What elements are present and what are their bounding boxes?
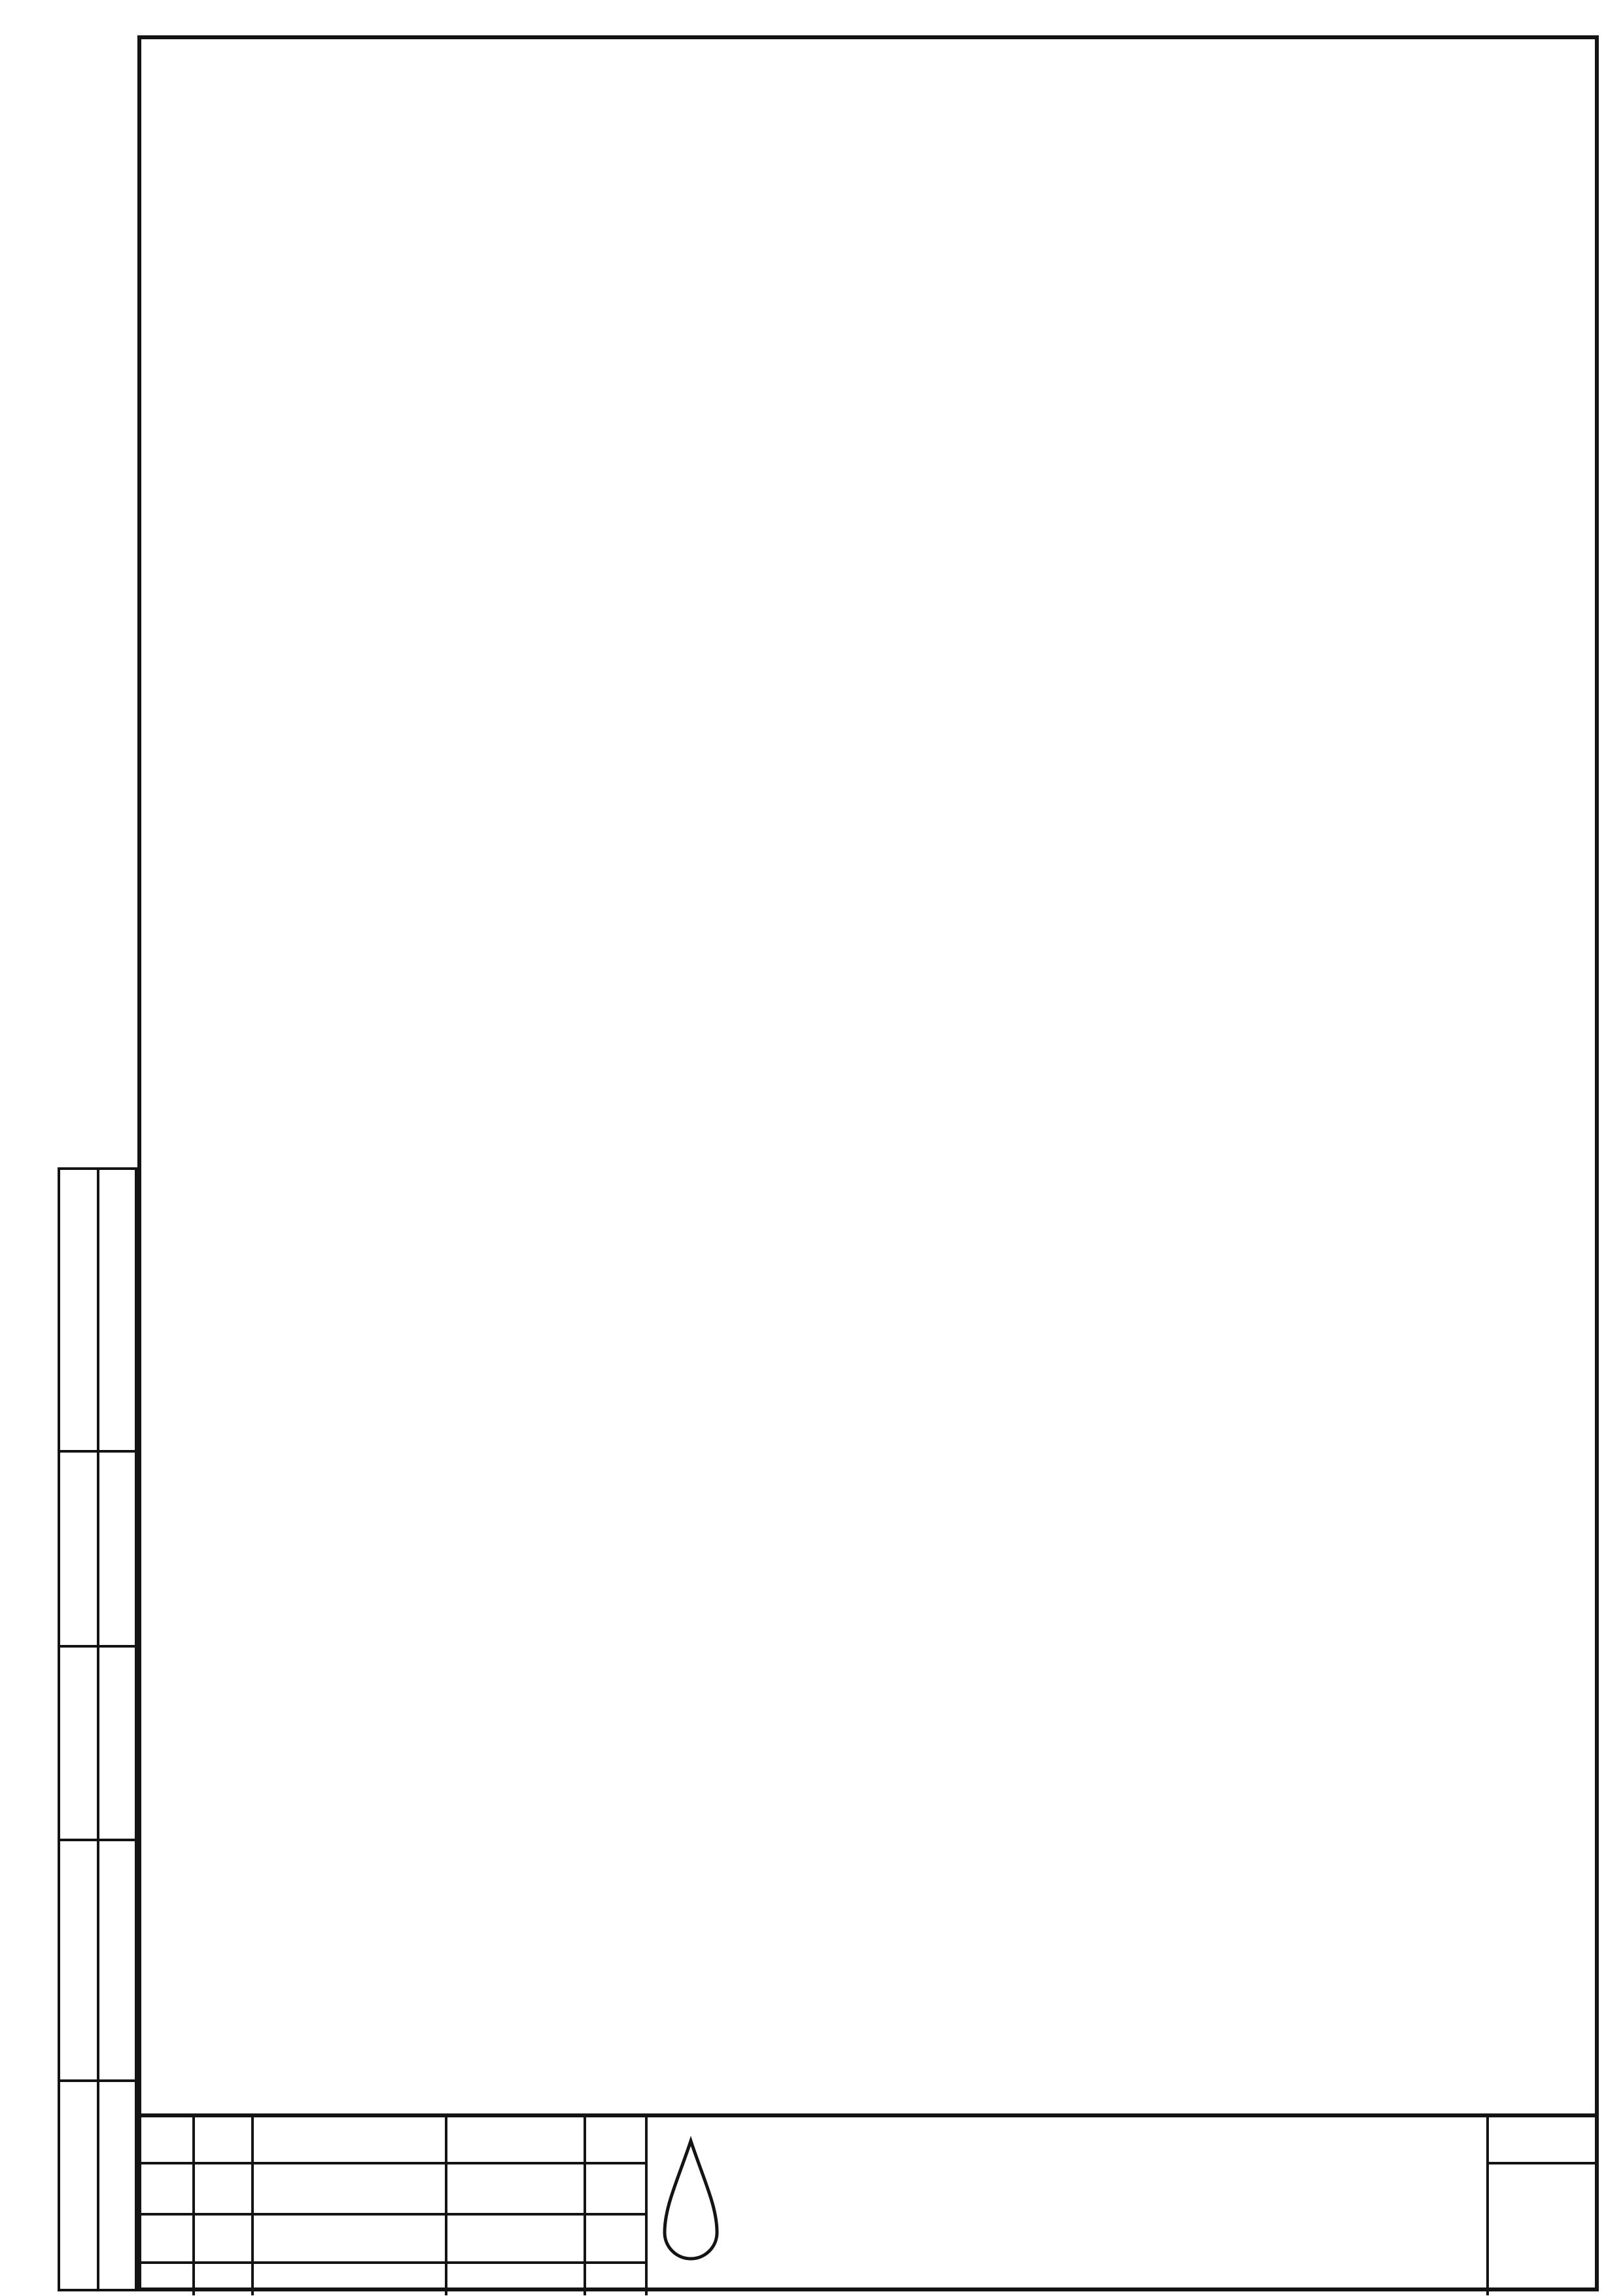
title-block: [137, 2113, 1599, 2291]
stamp-sign-date-1: [58, 1167, 137, 1453]
drop-logo-icon: [658, 2134, 724, 2269]
stamp-sign-date-2: [58, 1839, 137, 2082]
page-frame: [137, 35, 1599, 2291]
document-body: [194, 89, 1528, 115]
company-logo: [658, 2134, 724, 2269]
stamp-dup-inv: [58, 1645, 137, 1841]
stamp-orig-inv: [58, 2079, 137, 2291]
stamp-replace-inv: [58, 1450, 137, 1648]
